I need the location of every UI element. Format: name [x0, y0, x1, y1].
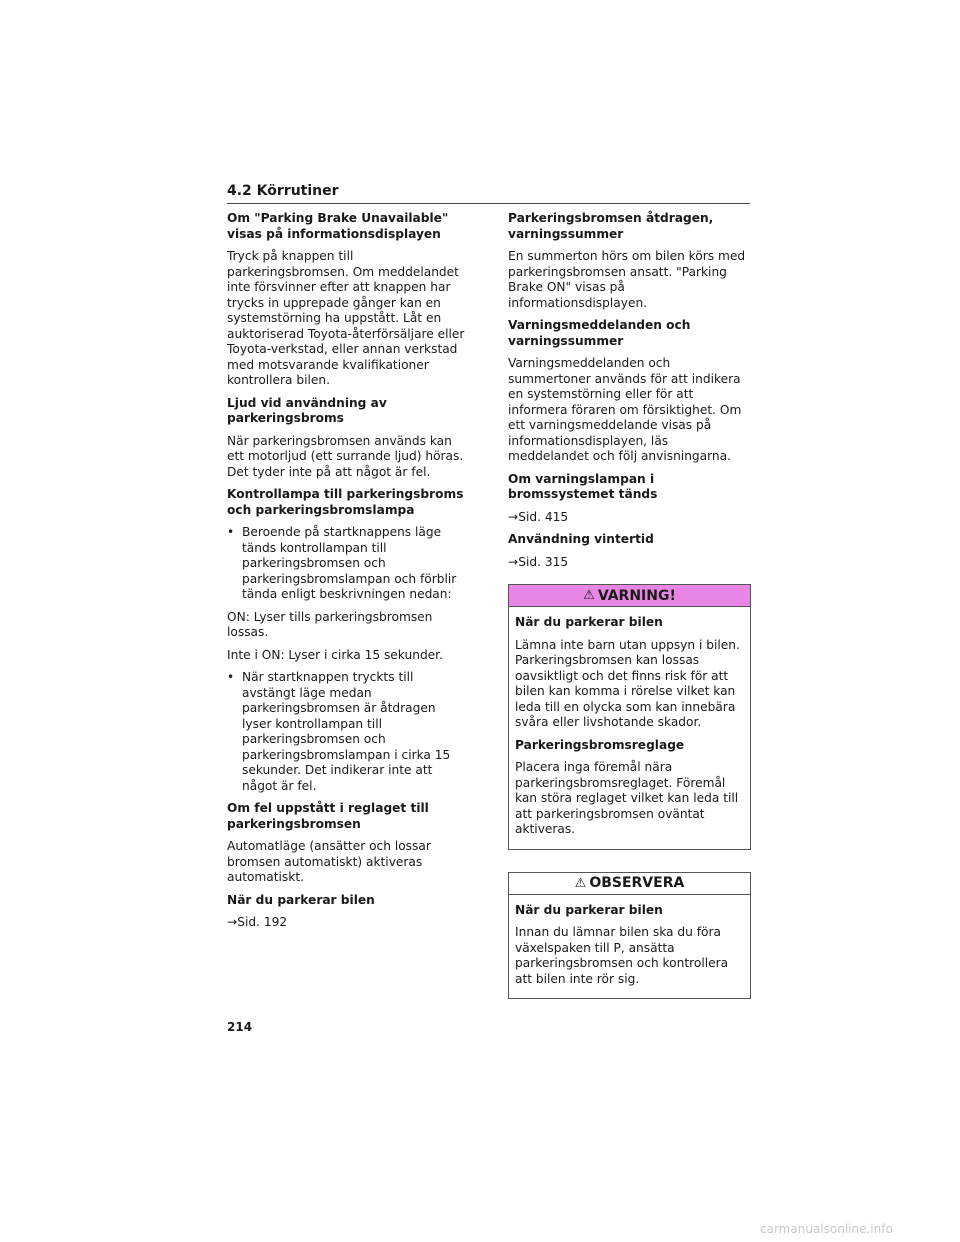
paragraph: Placera inga föremål nära parkeringsbromsreglaget. Föremål kan störa reglaget vilket kan leda till att parkeringsbromsen oväntat aktiveras.: [515, 760, 739, 836]
section-heading: När du parkerar bilen: [515, 902, 663, 917]
paragraph: När parkeringsbromsen används kan ett motorljud (ett surrande ljud) höras. Det tyder inte på att något är fel.: [227, 433, 464, 479]
right-column-content: [508, 211, 751, 570]
notice-header: [509, 873, 750, 895]
bullet-icon: •: [227, 670, 235, 684]
warning-title: VARNING!: [597, 587, 676, 604]
notice-triangle-icon: ⚠: [574, 875, 587, 891]
section-heading: Parkeringsbromsreglage: [515, 737, 685, 752]
page-reference-link[interactable]: →Sid. 315: [508, 554, 569, 569]
section-heading: Kontrollampa till parkeringsbroms och parkeringsbromslampa: [227, 487, 464, 517]
paragraph: Tryck på knappen till parkeringsbromsen. Om meddelandet inte försvinner efter att knappen har trycks in upprepade gånger kan en systemstörning ha uppstått. Låt en auktoriserad Toyota-återförsäljare eller Toyota-verkstad, eller annan verkstad med motsvarande kvalifikationer kontrollera bilen.: [227, 249, 465, 387]
left-column: [227, 211, 467, 938]
section-title: 4.2 Körrutiner: [227, 183, 339, 199]
page-reference-link[interactable]: →Sid. 192: [227, 915, 288, 929]
notice-title: OBSERVERA: [589, 875, 685, 891]
section-heading: När du parkerar bilen: [515, 615, 663, 629]
section-heading: Om varningslampan i bromssystemet tänds: [508, 471, 658, 501]
bullet-text: När startknappen tryckts till avstängt läge medan parkeringsbromsen är åtdragen lyser kontrollampan till parkeringsbromsen och parkeringsbromslampan i cirka 15 sekunder. Det indikerar inte att något är fel.: [242, 670, 451, 793]
section-heading: När du parkerar bilen: [227, 892, 375, 907]
right-column: [508, 211, 751, 999]
warning-body: [509, 607, 750, 849]
paragraph: Inte i ON: Lyser i cirka 15 sekunder.: [227, 647, 443, 662]
section-heading: Parkeringsbromsen åtdragen, varningssummer: [508, 211, 714, 241]
notice-box: [508, 872, 751, 1000]
bullet-text: Beroende på startknappens läge tänds kontrollampan till parkeringsbromsen och parkeringsbromslampan och förblir tända enligt beskrivningen nedan:: [242, 525, 457, 601]
section-header: [227, 180, 750, 204]
paragraph: Varningsmeddelanden och summertoner används för att indikera en systemstörning eller för att informera föraren om försiktighet. Om ett varningsmeddelande visas på informationsdisplayen, läs meddelandet och följ anvisningarna.: [508, 356, 742, 463]
bullet-item: [227, 670, 467, 794]
warning-triangle-icon: ⚠: [583, 588, 595, 603]
paragraph: ON: Lyser tills parkeringsbromsen lossas.: [227, 609, 433, 639]
section-heading: Om fel uppstått i reglaget till parkeringsbromsen: [227, 801, 429, 831]
paragraph: Automatläge (ansätter och lossar bromsen automatiskt) aktiveras automatiskt.: [227, 839, 431, 884]
section-heading: Varningsmeddelanden och varningssummer: [508, 318, 691, 348]
warning-header: [509, 585, 750, 607]
paragraph: En summerton hörs om bilen körs med parkeringsbromsen ansatt. "Parking Brake ON" visas på informationsdisplayen.: [508, 249, 746, 310]
bullet-item: [227, 525, 467, 603]
page-number: 214: [227, 1020, 253, 1034]
warning-box: [508, 584, 751, 850]
notice-body: [509, 895, 750, 999]
page-reference-link[interactable]: →Sid. 415: [508, 509, 569, 524]
section-heading: Ljud vid användning av parkeringsbroms: [227, 395, 387, 425]
bullet-icon: •: [227, 525, 235, 539]
watermark: carmanualsonline.info: [760, 1222, 893, 1236]
paragraph: Lämna inte barn utan uppsyn i bilen. Parkeringsbromsen kan lossas oavsiktligt och det finns risk för att bilen kan komma i rörelse vilket kan leda till en olycka som kan innebära svåra eller livshotande skador.: [515, 637, 740, 729]
section-heading: Användning vintertid: [508, 532, 654, 546]
section-heading: Om "Parking Brake Unavailable" visas på informationsdisplayen: [227, 211, 449, 241]
paragraph: Innan du lämnar bilen ska du föra växelspaken till P, ansätta parkeringsbromsen och kontrollera att bilen inte rör sig.: [515, 925, 729, 986]
